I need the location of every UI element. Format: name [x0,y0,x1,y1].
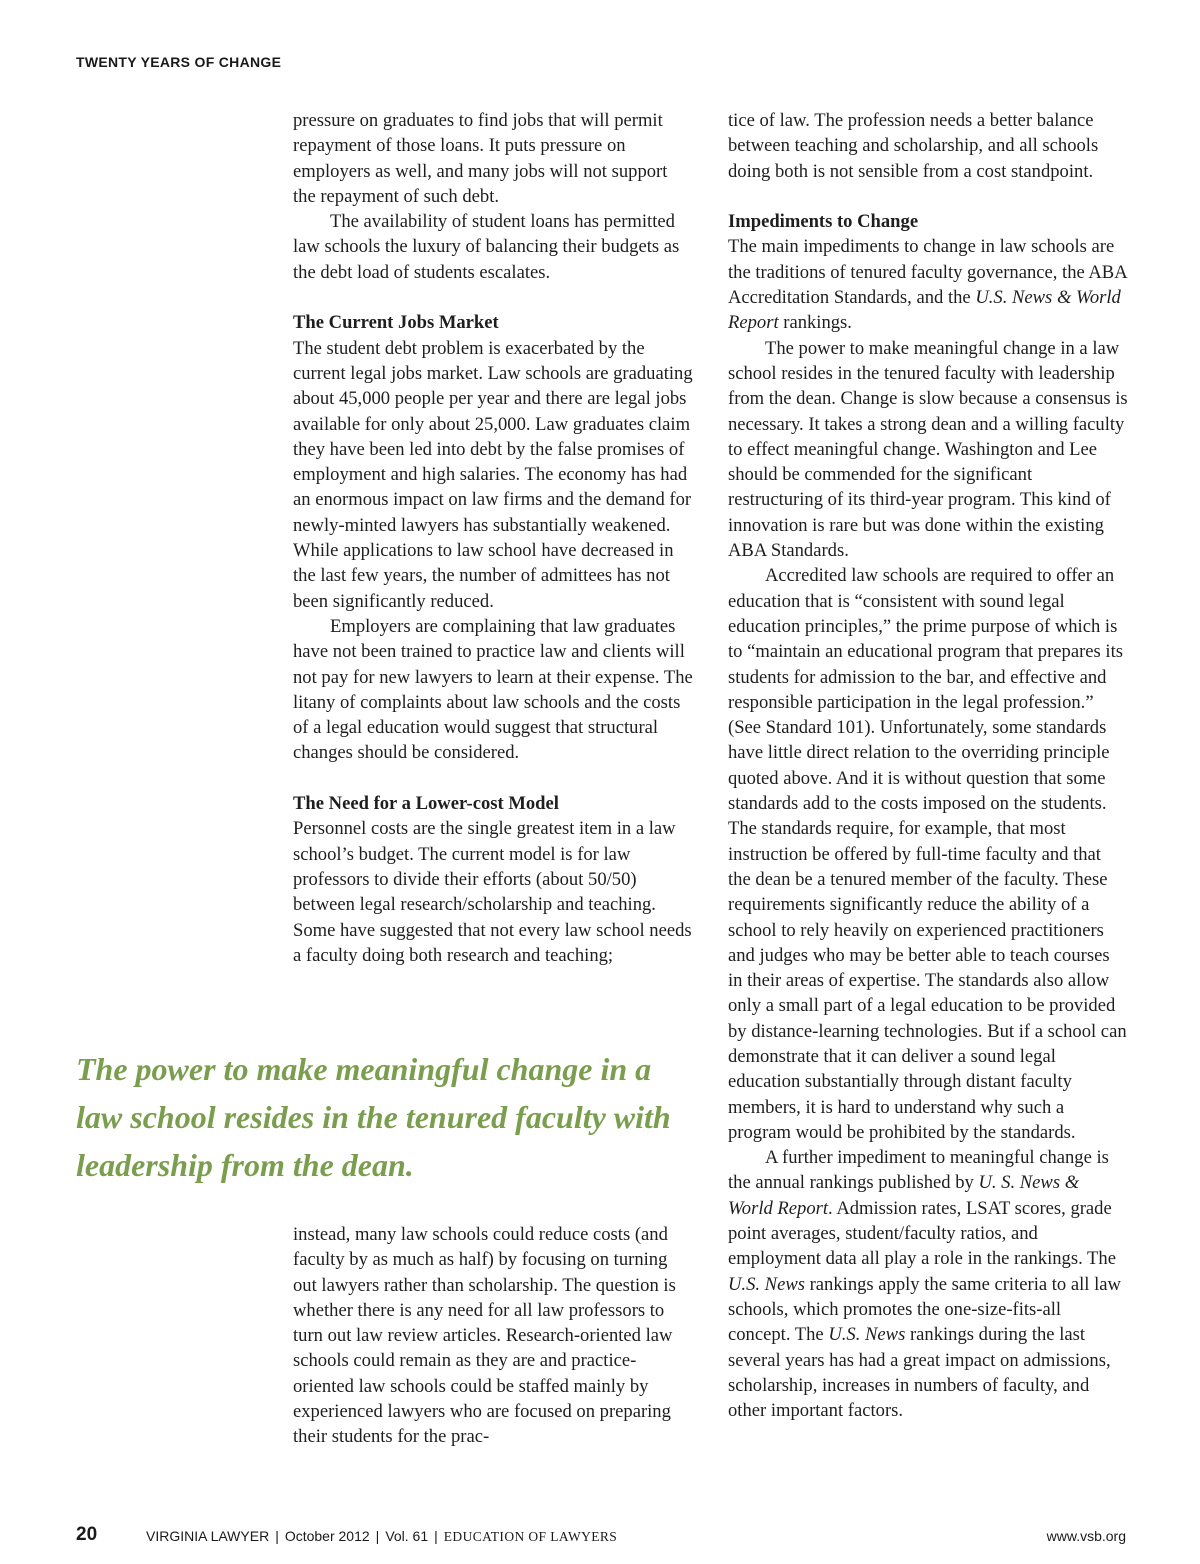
issue-date: October 2012 [284,1528,370,1544]
paragraph: The availability of student loans has permitted law schools the luxury of balancing their budgets as the debt load of students escalates. [293,211,680,283]
subheading-jobs-market: The Current Jobs Market [293,312,499,334]
subheading-lower-cost-model: The Need for a Lower-cost Model [293,793,559,815]
paragraph: Accredited law schools are required to offer an education that is “consistent with sound legal education principles,” the prime purpose of which is to “maintain an educational program that prepares its students for admission to the bar, and effective and responsible participation in the legal profession.” (See Standard 101). Unfortunately, some standards have little direct relation to the overriding principle quoted above. And it is without question that some standards add to the costs imposed on the students. The standards require, for example, that most instruction be offered by full-time faculty and that the dean be a tenured member of the faculty. These requirements significantly reduce the ability of a school to rely heavily on experienced practitioners and judges who may be better able to teach courses in their areas of expertise. The standards also allow only a small part of a legal education to be provided by distance-learning technologies. But if a school can demonstrate that it can deliver a sound legal education substantially through distant faculty members, it is hard to understand why such a program would be prohibited by the standards. [728,565,1127,1143]
paragraph: Personnel costs are the single greatest item in a law school’s budget. The current model is for law professors to divide their efforts (about 50/50) between legal research/scholarship and teaching. Some have suggested that not every law school needs a faculty doing both research and teaching; [293,818,692,966]
website-link[interactable]: www.vsb.org [1046,1528,1126,1544]
paragraph: tice of law. The profession needs a better balance between teaching and scholarship, and all schools doing both is not sensible from a cost standpoint. [728,110,1099,182]
section-name: EDUCATION OF LAWYERS [443,1529,618,1544]
paragraph: pressure on graduates to find jobs that will permit repayment of those loans. It puts pressure on employers as well, and many jobs will not support the repayment of such debt. [293,110,668,207]
volume: Vol. 61 [385,1528,429,1544]
paragraph: instead, many law schools could reduce costs (and faculty by as much as half) by focusing on turning out lawyers rather than scholarship. The question is whether there is any need for all law professors to turn out law review articles. Research-oriented law schools could remain as they are and practice-oriented law schools could be staffed mainly by experienced lawyers who are focused on preparing their students for the prac- [293,1224,676,1448]
subheading-impediments: Impediments to Change [728,211,919,233]
paragraph: A further impediment to meaningful change is the annual rankings published by U. S. News & World Report. Admission rates, LSAT scores, grade point averages, student/faculty ratios, and employment data all play a role in the rankings. The U.S. News rankings apply the same criteria to all law schools, which promotes the one-size-fits-all concept. The U.S. News rankings during the last several years has had a great impact on admissions, scholarship, increases in numbers of faculty, and other important factors. [728,1147,1121,1422]
paragraph: Employers are complaining that law graduates have not been trained to practice law and clients will not pay for new lawyers to learn at their expense. The litany of complaints about law schools and the costs of a legal education would suggest that structural changes should be considered. [293,615,693,764]
section-header: TWENTY YEARS OF CHANGE [76,54,282,70]
publication-line: VIRGINIA LAWYER | October 2012 | Vol. 61 | EDUCATION OF LAWYERS [146,1528,618,1544]
article-column-left-bottom [293,1222,693,1450]
publication-name: VIRGINIA LAWYER [146,1528,270,1544]
paragraph: The main impediments to change in law schools are the traditions of tenured faculty governance, the ABA Accreditation Standards, and the U.S. News & World Report rankings. [728,236,1127,334]
paragraph: The power to make meaningful change in a law school resides in the tenured faculty with leadership from the dean. Change is slow because a consensus is necessary. It takes a strong dean and a willing faculty to effect meaningful change. Washington and Lee should be commended for the significant restructuring of its third-year program. This kind of innovation is rare but was done within the existing ABA Standards. [728,337,1128,562]
paragraph: The student debt problem is exacerbated by the current legal jobs market. Law schools are graduating about 45,000 people per year and there are legal jobs available for only about 25,000. Law graduates claim they have been led into debt by the false promises of employment and high salaries. The economy has had an enormous impact on law firms and the demand for newly-minted lawyers has substantially weakened. While applications to law school have decreased in the last few years, the number of admittees has not been significantly reduced. [293,337,693,612]
article-column-right [728,108,1128,1423]
pull-quote: The power to make meaningful change in a law school resides in the tenured faculty with leadership from the dean. [76,1051,671,1183]
article-column-left-top [293,108,693,968]
page-number: 20 [76,1524,98,1545]
